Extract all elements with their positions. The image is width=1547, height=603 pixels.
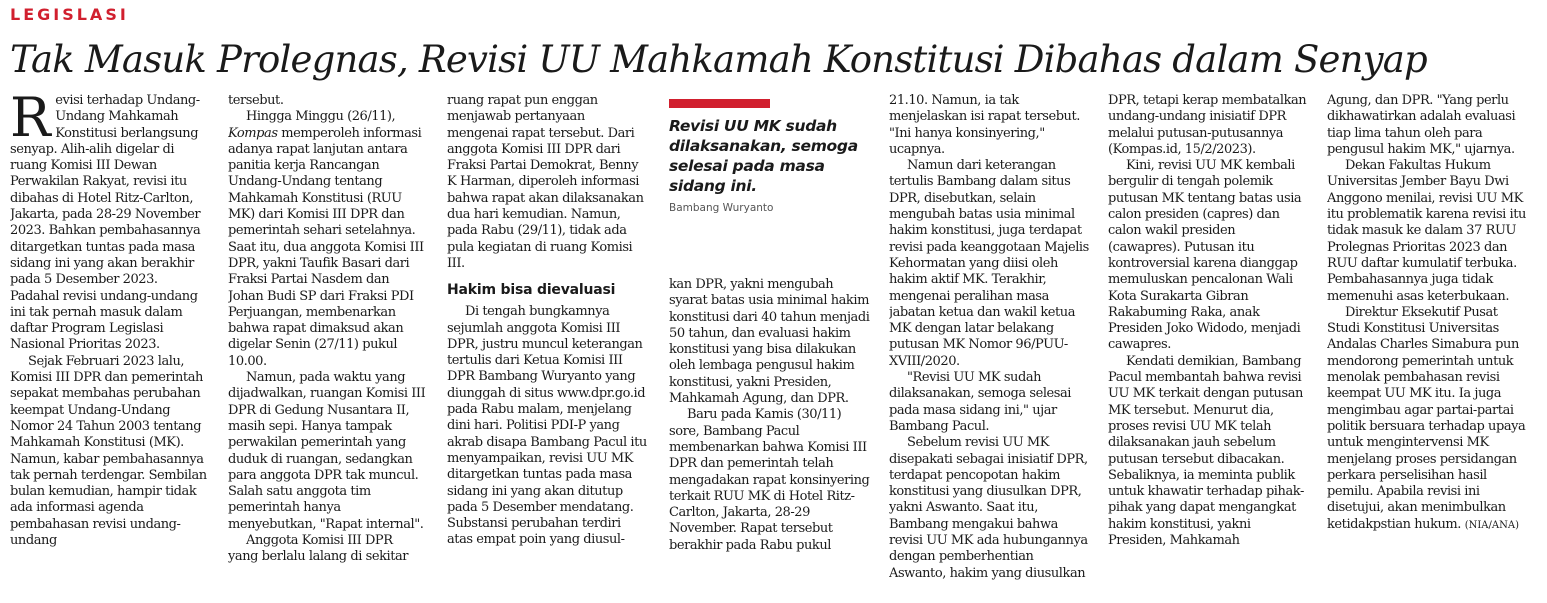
article-column-1 xyxy=(10,93,208,593)
article-headline: Tak Masuk Prolegnas, Revisi UU Mahkamah Konstitusi Dibahas dalam Senyap xyxy=(10,38,1427,81)
paragraph: tersebut. xyxy=(228,93,284,108)
paragraph: Hingga Minggu (26/11), Kompas memperoleh informasi adanya rapat lanjutan antara panitia kerja Rancangan Undang-Undang tentang Mahkamah Konstitusi (RUU MK) dari Komisi III DPR dan pemerintah sehari setelahnya. Saat itu, dua anggota Komisi III DPR, yakni Taufik Basari dari Fraksi Partai Nasdem dan Johan Budi SP dari Fraksi PDI Perjuangan, membenarkan bahwa rapat dimaksud akan digelar Senin (27/11) pukul 10.00. xyxy=(228,109,424,369)
paragraph: Namun dari keterangan tertulis Bambang dalam situs DPR, disebutkan, selain mengubah batas usia minimal hakim konstitusi, juga terdapat revisi pada keanggotaan Majelis Kehormatan yang diisi oleh hakim aktif MK. Terakhir, mengenai peralihan masa jabatan ketua dan wakil ketua MK dengan latar belakang putusan MK Nomor 96/PUU- XVIII/2020. xyxy=(889,158,1089,369)
pull-quote-author: Bambang Wuryanto xyxy=(669,202,774,214)
quote-accent-bar xyxy=(669,99,770,108)
paragraph: "Revisi UU MK sudah dilaksanakan, semoga selesai pada masa sidang ini," ujar Bambang Pacul. xyxy=(889,370,1071,434)
paragraph: Sejak Februari 2023 lalu, Komisi III DPR dan pemerintah sepakat membahas perubahan keempat Undang-Undang Nomor 24 Tahun 2003 tentang Mahkamah Konstitusi (MK). Namun, kabar pembahasannya tak pernah terdengar. Sembilan bulan kemudian, hampir tidak ada informasi agenda pembahasan revisi undang-undang xyxy=(10,353,207,549)
article-column-3 xyxy=(447,93,647,593)
paragraph: Kini, revisi UU MK kembali bergulir di tengah polemik putusan MK tentang batas usia calon presiden (capres) dan calon wakil presiden (cawapres). Putusan itu kontroversial karena dianggap memuluskan pencalonan Wali Kota Surakarta Gibran Rakabuming Raka, anak Presiden Joko Widodo, menjadi cawapres. xyxy=(1108,158,1302,353)
paragraph: 21.10. Namun, ia tak menjelaskan isi rapat tersebut. "Ini hanya konsinyering," ucapnya. xyxy=(889,93,1080,157)
paragraph: Kendati demikian, Bambang Pacul membantah bahwa revisi UU MK terkait dengan putusan MK tersebut. Menurut dia, proses revisi UU MK telah dilaksanakan jauh sebelum putusan tersebut dibacakan. Sebaliknya, ia meminta publik untuk khawatir terhadap pihak-pihak yang dapat mengangkat hakim konstitusi, yakni Presiden, Mahkamah xyxy=(1108,353,1304,549)
publication-name: Kompas xyxy=(228,125,278,141)
paragraph: Direktur Eksekutif Pusat Studi Konstitusi Universitas Andalas Charles Simabura pun mendorong pemerintah untuk menolak pembahasan revisi keempat UU MK itu. Ia juga mengimbau agar partai-partai politik bersuara terhadap upaya untuk mengintervensi MK menjelang proses persidangan perkara perselisihan hasil pemilu. Apabila revisi ini disetujui, akan menimbulkan ketidakpstian hukum. (NIA/ANA) xyxy=(1327,304,1526,532)
article-column-7 xyxy=(1327,93,1532,593)
article-column-5 xyxy=(889,93,1089,593)
author-credit: (NIA/ANA) xyxy=(1464,519,1519,531)
article-column-2 xyxy=(228,93,426,593)
paragraph: kan DPR, yakni mengubah syarat batas usia minimal hakim konstitusi dari 40 tahun menjadi 50 tahun, dan evaluasi hakim konstitusi yang bisa dilakukan oleh lembaga pengusul hakim konstitusi, yakni Presiden, Mahkamah Agung, dan DPR. xyxy=(669,277,870,407)
paragraph: Namun, pada waktu yang dijadwalkan, ruangan Komisi III DPR di Gedung Nusantara II, masih sepi. Hanya tampak perwakilan pemerintah yang duduk di ruangan, sedangkan para anggota DPR tak muncul. Salah satu anggota tim pemerintah hanya menyebutkan, "Rapat internal". xyxy=(228,370,426,532)
paragraph: Agung, dan DPR. "Yang perlu dikhawatirkan adalah evaluasi tiap lima tahun oleh para pengusul hakim MK," ujarnya. xyxy=(1327,93,1516,157)
pull-quote xyxy=(669,99,874,214)
article-column-4 xyxy=(669,277,871,593)
paragraph: Revisi terhadap Undang-Undang Mahkamah Konstitusi berlangsung senyap. Alih-alih digelar di ruang Komisi III Dewan Perwakilan Rakyat, revisi itu dibahas di Hotel Ritz-Carlton, Jakarta, pada 28-29 November 2023. Bahkan pembahasannya ditargetkan tuntas pada masa sidang ini yang akan berakhir pada 5 Desember 2023. Padahal revisi undang-undang ini tak pernah masuk dalam daftar Program Legislasi Nasional Prioritas 2023. xyxy=(10,93,201,353)
article-column-6 xyxy=(1108,93,1308,593)
rubric-label: LEGISLASI xyxy=(10,5,129,24)
paragraph: Baru pada Kamis (30/11) sore, Bambang Pacul membenarkan bahwa Komisi III DPR dan pemerintah telah mengadakan rapat konsinyering terkait RUU MK di Hotel Ritz-Carlton, Jakarta, 28-29 November. Rapat tersebut berakhir pada Rabu pukul xyxy=(669,407,870,553)
paragraph: Sebelum revisi UU MK disepakati sebagai inisiatif DPR, terdapat pencopotan hakim konstitusi yang diusulkan DPR, yakni Aswanto. Saat itu, Bambang mengakui bahwa revisi UU MK ada hubungannya dengan pemberhentian Aswanto, hakim yang diusulkan xyxy=(889,435,1088,581)
paragraph: DPR, tetapi kerap membatalkan undang-undang inisiatif DPR melalui putusan-putusannya (Kompas.id, 15/2/2023). xyxy=(1108,93,1307,157)
paragraph: Di tengah bungkamnya sejumlah anggota Komisi III DPR, justru muncul keterangan tertulis dari Ketua Komisi III DPR Bambang Wuryanto yang diunggah di situs www.dpr.go.id pada Rabu malam, menjelang dini hari. Politisi PDI-P yang akrab disapa Bambang Pacul itu menyampaikan, revisi UU MK ditargetkan tuntas pada masa sidang ini yang akan ditutup pada 5 Desember mendatang. Substansi perubahan terdiri atas empat poin yang diusul- xyxy=(447,304,647,548)
paragraph: Dekan Fakultas Hukum Universitas Jember Bayu Dwi Anggono menilai, revisi UU MK itu problematik karena revisi itu tidak masuk ke dalam 37 RUU Prolegnas Prioritas 2023 dan RUU daftar kumulatif terbuka. Pembahasannya juga tidak memenuhi asas keterbukaan. xyxy=(1327,158,1526,304)
paragraph: Anggota Komisi III DPR yang berlalu lalang di sekitar xyxy=(228,533,409,565)
pull-quote-text: Revisi UU MK sudah dilaksanakan, semoga selesai pada masa sidang ini. xyxy=(669,117,858,195)
paragraph: ruang rapat pun enggan menjawab pertanyaan mengenai rapat tersebut. Dari anggota Komisi III DPR dari Fraksi Partai Demokrat, Benny K Harman, diperoleh informasi bahwa rapat akan dilaksanakan dua hari kemudian. Namun, pada Rabu (29/11), tidak ada pula kegiatan di ruang Komisi III. xyxy=(447,93,644,271)
section-subheading: Hakim bisa dievaluasi xyxy=(447,282,616,299)
drop-cap: R xyxy=(10,93,51,149)
